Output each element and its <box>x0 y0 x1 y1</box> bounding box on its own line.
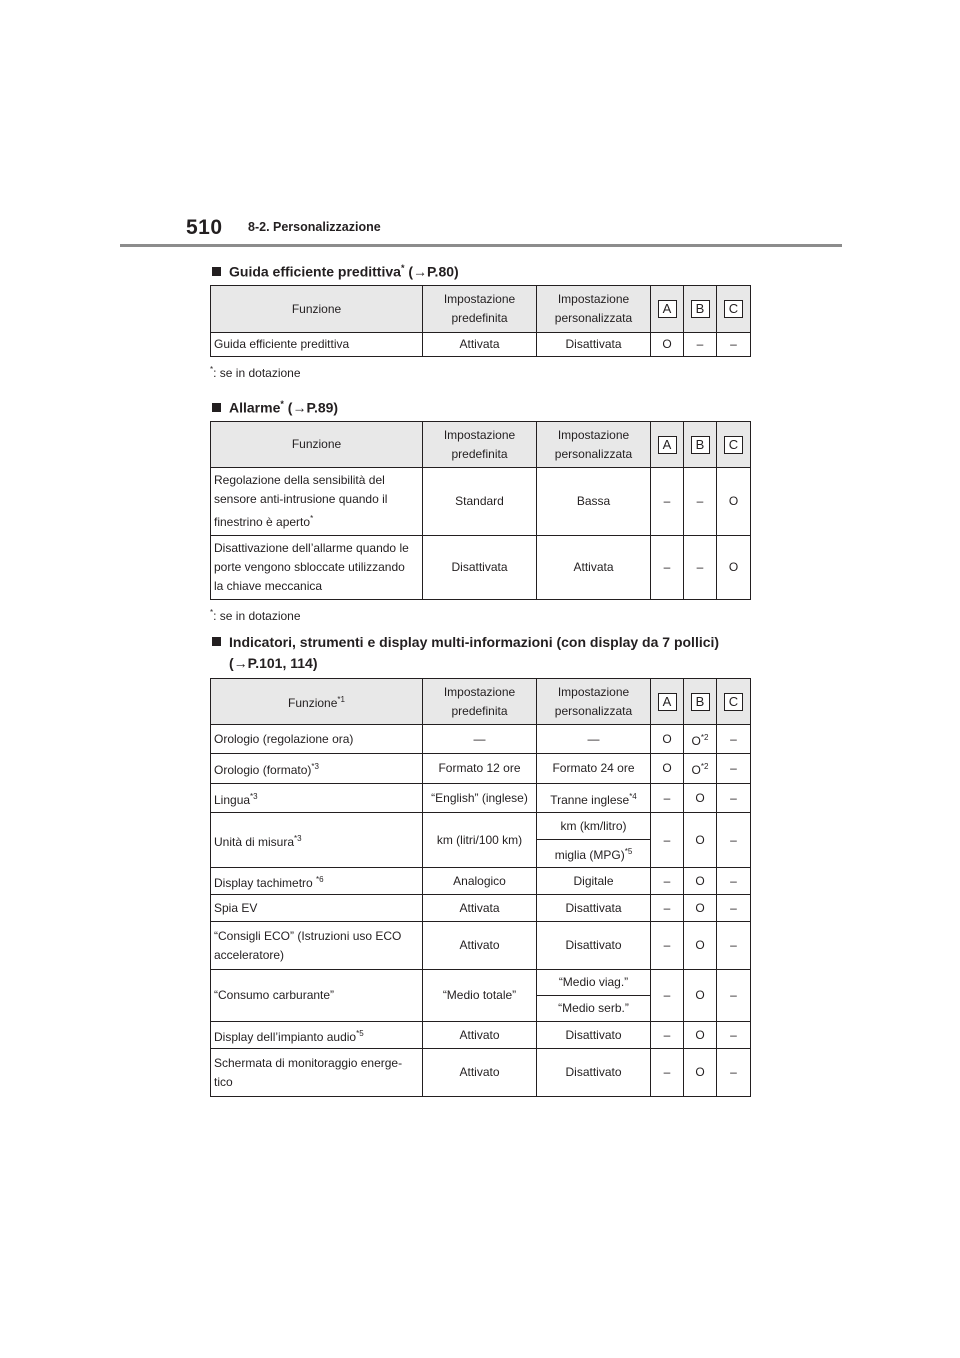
section-title-guida <box>212 257 459 283</box>
footnote: *: se in dotazione <box>210 365 301 380</box>
cell-c: O <box>717 468 751 536</box>
footnote-mark: * <box>280 399 284 409</box>
cell-b: – <box>684 468 717 536</box>
cell-func: Lingua$^{*3}$ <box>211 784 423 813</box>
cell-c: – <box>717 725 751 754</box>
col-header-a: A <box>651 286 684 333</box>
col-header-default: Impostazione predefinita <box>423 679 537 725</box>
cell-custom: “Medio viag.” <box>537 970 651 996</box>
paren: ( <box>229 655 234 671</box>
arrow-right-icon: → <box>413 263 428 280</box>
cell-func: Regolazione della sensibilità del sensore anti-intrusione quando il finestrino è aperto* <box>211 468 423 536</box>
page-number: 510 <box>186 216 223 239</box>
col-header-c: C <box>717 286 751 333</box>
cell-a: – <box>651 1022 684 1049</box>
cell-func: Unità di misura$^{*3}$ <box>211 813 423 868</box>
col-header-funzione: Funzione$^{*1}$ <box>211 679 423 725</box>
section-header: 8-2. Personalizzazione <box>248 220 381 234</box>
cell-func: Display tachimetro $^{*6}$ <box>211 868 423 895</box>
col-header-default: Impostazione predefinita <box>423 422 537 468</box>
cell-a: O <box>651 754 684 784</box>
col-header-a: A <box>651 679 684 725</box>
cell-func: Guida efficiente predittiva <box>211 333 423 357</box>
cell-default: Attivato <box>423 922 537 970</box>
cell-func: Orologio (formato)$^{*3}$ <box>211 754 423 784</box>
cell-b: O <box>684 922 717 970</box>
table-indicatori <box>210 678 751 1097</box>
col-header-custom: Impostazione personalizzata <box>537 679 651 725</box>
cell-a: – <box>651 895 684 922</box>
cell-custom: Disattivato <box>537 922 651 970</box>
cell-default: Attivata <box>423 895 537 922</box>
table-row <box>211 813 751 840</box>
cell-c: – <box>717 868 751 895</box>
cell-custom: Bassa <box>537 468 651 536</box>
cell-b: $O^{*2}$ <box>684 725 717 754</box>
arrow-right-icon: → <box>233 655 248 671</box>
section-title-text: Allarme <box>229 399 281 416</box>
col-header-funzione: Funzione <box>211 286 423 333</box>
col-header-funzione: Funzione <box>211 422 423 468</box>
cell-custom: “Medio serb.” <box>537 996 651 1022</box>
cell-b: O <box>684 784 717 813</box>
table-header-row <box>211 286 751 333</box>
cell-c: – <box>717 922 751 970</box>
cell-custom: Disattivata <box>537 895 651 922</box>
cell-c: – <box>717 1049 751 1097</box>
cell-c: O <box>717 536 751 600</box>
cell-default: Attivato <box>423 1022 537 1049</box>
cell-default: “Medio totale” <box>423 970 537 1022</box>
cell-func: Display dell’impianto audio$^{*5}$ <box>211 1022 423 1049</box>
cell-custom: miglia (MPG)$^{*5}$ <box>537 840 651 868</box>
cell-b: O <box>684 813 717 868</box>
section-title-text: Guida efficiente predittiva <box>229 263 401 280</box>
cell-func: Spia EV <box>211 895 423 922</box>
cell-custom: Disattivato <box>537 1049 651 1097</box>
cell-c: – <box>717 1022 751 1049</box>
table-row <box>211 868 751 895</box>
cell-default: Disattivata <box>423 536 537 600</box>
page-reference[interactable]: P.80) <box>427 263 459 280</box>
cell-a: – <box>651 813 684 868</box>
arrow-right-icon: → <box>292 399 307 416</box>
table-row <box>211 1022 751 1049</box>
col-header-c: C <box>717 422 751 468</box>
cell-b: – <box>684 536 717 600</box>
table-row <box>211 970 751 996</box>
cell-c: – <box>717 970 751 1022</box>
cell-custom: Disattivato <box>537 1022 651 1049</box>
col-header-custom: Impostazione personalizzata <box>537 286 651 333</box>
cell-a: O <box>651 725 684 754</box>
cell-default: km (litri/100 km) <box>423 813 537 868</box>
table-row <box>211 536 751 600</box>
cell-custom: Tranne inglese$^{*4}$ <box>537 784 651 813</box>
cell-default: “English” (inglese) <box>423 784 537 813</box>
cell-func: Schermata di monitoraggio energe- tico <box>211 1049 423 1097</box>
cell-func: Orologio (regolazione ora) <box>211 725 423 754</box>
cell-a: – <box>651 536 684 600</box>
cell-custom: Formato 24 ore <box>537 754 651 784</box>
table-allarme <box>210 421 751 600</box>
cell-b: O <box>684 1049 717 1097</box>
col-header-a: A <box>651 422 684 468</box>
cell-a: – <box>651 922 684 970</box>
table-row <box>211 754 751 784</box>
cell-b: $O^{*2}$ <box>684 754 717 784</box>
cell-a: – <box>651 970 684 1022</box>
table-row <box>211 784 751 813</box>
cell-a: – <box>651 868 684 895</box>
cell-c: – <box>717 895 751 922</box>
cell-custom: Disattivata <box>537 333 651 357</box>
cell-b: – <box>684 333 717 357</box>
cell-func: Disattivazione dell’allarme quando le porte vengono sbloccate utilizzando la chiave meccanica <box>211 536 423 600</box>
cell-c: – <box>717 784 751 813</box>
table-row <box>211 468 751 536</box>
page-reference[interactable]: P.89) <box>306 399 339 416</box>
cell-a: – <box>651 1049 684 1097</box>
col-header-b: B <box>684 679 717 725</box>
section-title-indicatori <box>212 631 752 653</box>
paren: ( <box>408 263 414 280</box>
col-header-b: B <box>684 286 717 333</box>
table-row <box>211 922 751 970</box>
cell-func: “Consigli ECO” (Istruzioni uso ECO acceleratore) <box>211 922 423 970</box>
cell-c: – <box>717 333 751 357</box>
section-title-text: Indicatori, strumenti e display multi-informazioni (con display da 7 pollici) <box>229 634 720 650</box>
cell-b: O <box>684 895 717 922</box>
col-header-c: C <box>717 679 751 725</box>
footnote-mark: * <box>400 263 405 273</box>
table-row <box>211 333 751 357</box>
col-header-b: B <box>684 422 717 468</box>
page-reference[interactable]: P.101, 114) <box>247 655 318 671</box>
header-rule <box>120 244 842 247</box>
cell-b: O <box>684 970 717 1022</box>
bullet-square-icon <box>212 267 221 276</box>
cell-default: Standard <box>423 468 537 536</box>
bullet-square-icon <box>212 403 221 412</box>
cell-a: – <box>651 784 684 813</box>
table-header-row <box>211 679 751 725</box>
cell-a: O <box>651 333 684 357</box>
table-header-row <box>211 422 751 468</box>
footnote: *: se in dotazione <box>210 608 301 623</box>
cell-custom: Digitale <box>537 868 651 895</box>
col-header-custom: Impostazione personalizzata <box>537 422 651 468</box>
cell-custom: km (km/litro) <box>537 813 651 840</box>
cell-func: “Consumo carburante” <box>211 970 423 1022</box>
table-row <box>211 725 751 754</box>
cell-c: – <box>717 813 751 868</box>
cell-custom: — <box>537 725 651 754</box>
cell-default: — <box>423 725 537 754</box>
cell-a: – <box>651 468 684 536</box>
section-title-allarme <box>212 393 338 419</box>
cell-b: O <box>684 868 717 895</box>
paren: ( <box>287 399 293 416</box>
cell-default: Analogico <box>423 868 537 895</box>
cell-c: – <box>717 754 751 784</box>
cell-b: O <box>684 1022 717 1049</box>
bullet-square-icon <box>212 637 221 646</box>
cell-custom: Attivata <box>537 536 651 600</box>
table-row <box>211 1049 751 1097</box>
col-header-default: Impostazione predefinita <box>423 286 537 333</box>
cell-default: Attivata <box>423 333 537 357</box>
cell-default: Attivato <box>423 1049 537 1097</box>
table-row <box>211 895 751 922</box>
cell-default: Formato 12 ore <box>423 754 537 784</box>
table-guida <box>210 285 751 357</box>
section-ref-indicatori <box>229 652 317 674</box>
